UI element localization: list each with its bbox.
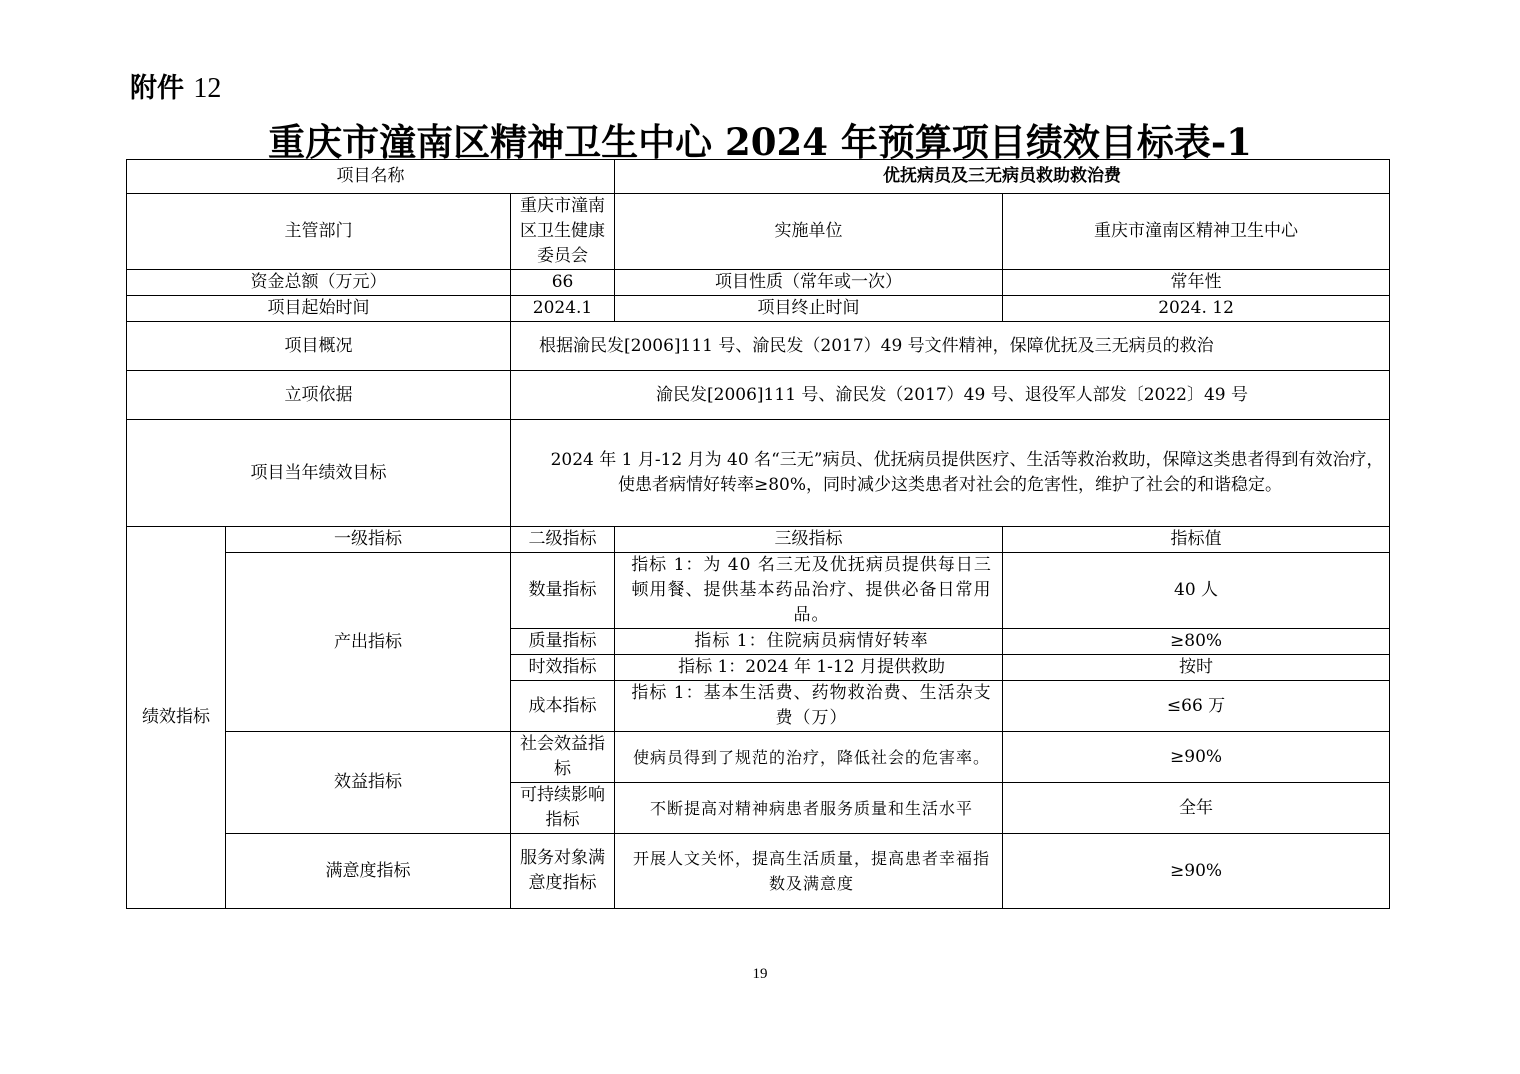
header-level1: 一级指标 xyxy=(226,527,511,553)
goal-value xyxy=(511,420,1390,527)
level2-cell: 成本指标 xyxy=(511,681,615,732)
project-name-label: 项目名称 xyxy=(127,160,615,194)
level3-cell: 指标 1：2024 年 1-12 月提供救助 xyxy=(615,655,1003,681)
page-title: 重庆市潼南区精神卫生中心 2024 年预算项目绩效目标表-1 xyxy=(268,120,1252,164)
row-department xyxy=(127,194,1390,270)
row-indicator-headers xyxy=(127,527,1390,553)
header-value: 指标值 xyxy=(1003,527,1390,553)
fund-label: 资金总额（万元） xyxy=(127,270,511,296)
indicator-section-label: 绩效指标 xyxy=(127,527,226,909)
indicator-value: ≤66 万 xyxy=(1003,681,1390,732)
header-level2: 二级指标 xyxy=(511,527,615,553)
implementer-value: 重庆市潼南区精神卫生中心 xyxy=(1003,194,1390,270)
level3-cell: 指标 1：为 40 名三无及优抚病员提供每日三顿用餐、提供基本药品治疗、提供必备日常用品。 xyxy=(615,553,1003,629)
level3-cell: 使病员得到了规范的治疗，降低社会的危害率。 xyxy=(615,732,1003,783)
end-label: 项目终止时间 xyxy=(615,296,1003,322)
level2-cell: 时效指标 xyxy=(511,655,615,681)
indicator-value: ≥90% xyxy=(1003,834,1390,909)
level2-cell: 可持续影响指标 xyxy=(511,783,615,834)
nature-label: 项目性质（常年或一次） xyxy=(615,270,1003,296)
row-overview xyxy=(127,322,1390,371)
level2-cell: 社会效益指标 xyxy=(511,732,615,783)
level2-cell: 数量指标 xyxy=(511,553,615,629)
level2-cell: 服务对象满意度指标 xyxy=(511,834,615,909)
table-row xyxy=(127,732,1390,783)
row-basis xyxy=(127,371,1390,420)
page-number: 19 xyxy=(752,966,768,982)
department-value: 重庆市潼南区卫生健康委员会 xyxy=(511,194,615,270)
attachment-number: 12 xyxy=(193,73,222,104)
basis-label: 立项依据 xyxy=(127,371,511,420)
level3-cell: 开展人文关怀，提高生活质量，提高患者幸福指数及满意度 xyxy=(615,834,1003,909)
level2-cell: 质量指标 xyxy=(511,629,615,655)
basis-value: 渝民发[2006]111 号、渝民发（2017）49 号、退役军人部发〔2022〕49 号 xyxy=(511,371,1390,420)
nature-value: 常年性 xyxy=(1003,270,1390,296)
project-name-value: 优抚病员及三无病员救助救治费 xyxy=(615,160,1390,194)
department-label: 主管部门 xyxy=(127,194,511,270)
row-period xyxy=(127,296,1390,322)
output-indicator-label: 产出指标 xyxy=(226,553,511,732)
performance-target-table xyxy=(126,159,1390,909)
attachment-text: 附件 xyxy=(130,73,184,104)
indicator-value: 40 人 xyxy=(1003,553,1390,629)
row-project-name xyxy=(127,160,1390,194)
overview-label: 项目概况 xyxy=(127,322,511,371)
indicator-value: 按时 xyxy=(1003,655,1390,681)
table-row xyxy=(127,834,1390,909)
level3-cell: 指标 1：住院病员病情好转率 xyxy=(615,629,1003,655)
overview-value: 根据渝民发[2006]111 号、渝民发（2017）49 号文件精神，保障优抚及三无病员的救治 xyxy=(511,322,1390,371)
attachment-label xyxy=(130,66,221,105)
start-label: 项目起始时间 xyxy=(127,296,511,322)
benefit-indicator-label: 效益指标 xyxy=(226,732,511,834)
level3-cell: 指标 1：基本生活费、药物救治费、生活杂支费（万） xyxy=(615,681,1003,732)
level3-cell: 不断提高对精神病患者服务质量和生活水平 xyxy=(615,783,1003,834)
goal-text: 2024 年 1 月-12 月为 40 名“三无”病员、优抚病员提供医疗、生活等救治救助，保障这类患者得到有效治疗，使患者病情好转率≥80%，同时减少这类患者对社会的危害性，维护了社会的和谐稳定。 xyxy=(550,450,1384,495)
satisfaction-indicator-label: 满意度指标 xyxy=(226,834,511,909)
row-annual-goal xyxy=(127,420,1390,527)
indicator-value: 全年 xyxy=(1003,783,1390,834)
end-value: 2024. 12 xyxy=(1003,296,1390,322)
indicator-value: ≥80% xyxy=(1003,629,1390,655)
fund-value: 66 xyxy=(511,270,615,296)
indicator-value: ≥90% xyxy=(1003,732,1390,783)
header-level3: 三级指标 xyxy=(615,527,1003,553)
row-fund xyxy=(127,270,1390,296)
goal-label: 项目当年绩效目标 xyxy=(127,420,511,527)
start-value: 2024.1 xyxy=(511,296,615,322)
table-row xyxy=(127,553,1390,629)
implementer-label: 实施单位 xyxy=(615,194,1003,270)
